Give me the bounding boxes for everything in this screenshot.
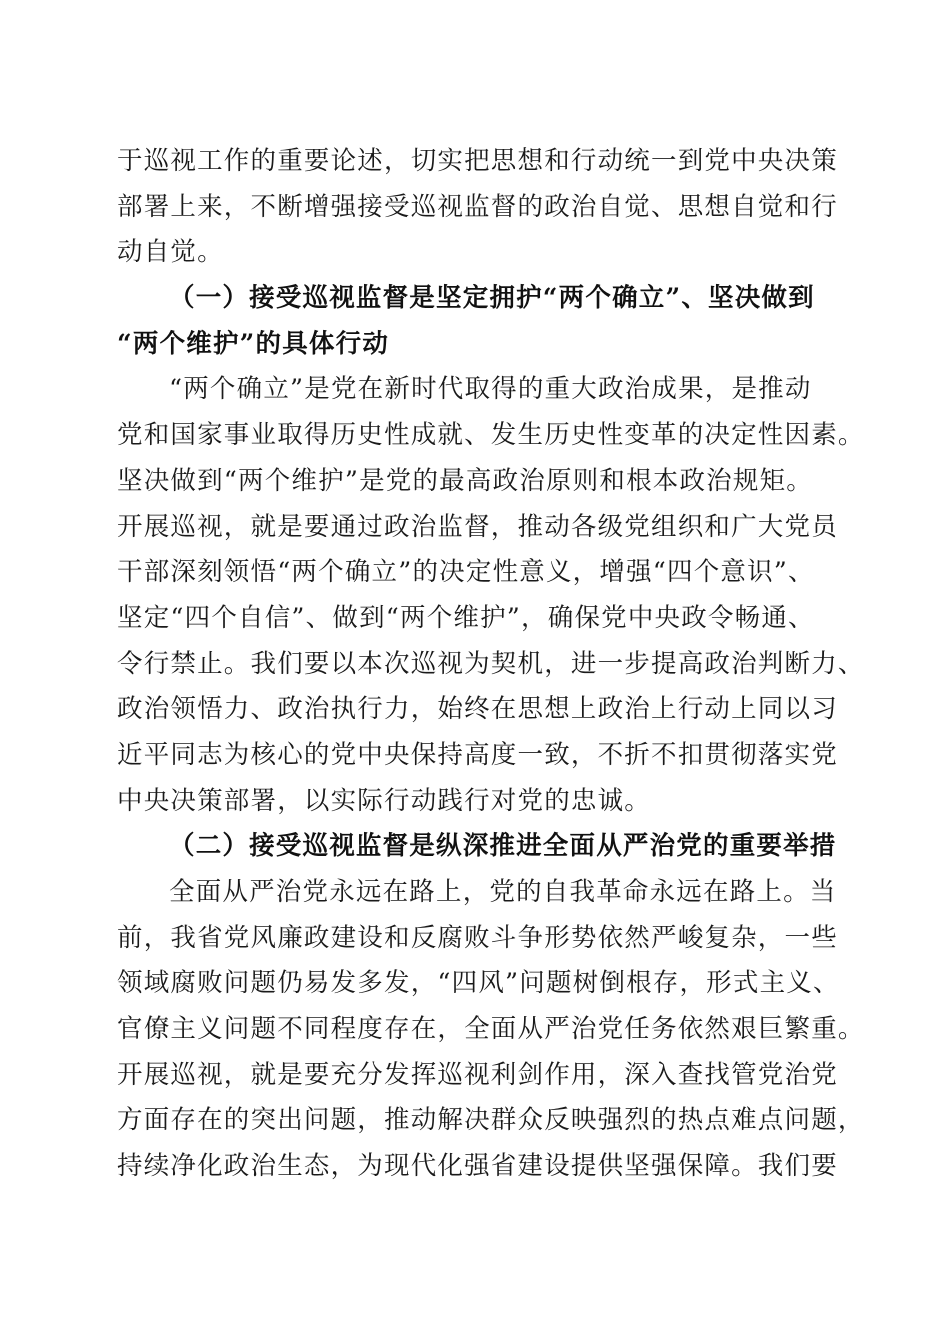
paragraph-line: 方面存在的突出问题，推动解决群众反映强烈的热点难点问题，	[117, 1105, 865, 1136]
paragraph-line: 开展巡视，就是要通过政治监督，推动各级党组织和广大党员	[117, 511, 838, 542]
paragraph-line: 于巡视工作的重要论述，切实把思想和行动统一到党中央决策	[117, 146, 838, 176]
paragraph-line: 政治领悟力、政治执行力，始终在思想上政治上行动上同以习	[117, 694, 838, 725]
paragraph-line: 持续净化政治生态，为现代化强省建设提供坚强保障。我们要	[117, 1151, 838, 1182]
paragraph-line: 部署上来，不断增强接受巡视监督的政治自觉、思想自觉和行	[117, 191, 838, 222]
section-heading-2: （二）接受巡视监督是纵深推进全面从严治党的重要举措	[169, 831, 837, 862]
paragraph-line: 领域腐败问题仍易发多发，“四风”问题树倒根存，形式主义、	[117, 968, 840, 999]
paragraph-line: 令行禁止。我们要以本次巡视为契机，进一步提高政治判断力、	[117, 648, 865, 679]
paragraph-line: 坚定“四个自信”、做到“两个维护”，确保党中央政令畅通、	[117, 602, 815, 633]
section-heading-1: （一）接受巡视监督是坚定拥护“两个确立”、坚决做到	[169, 283, 815, 314]
section-heading-1-cont: “两个维护”的具体行动	[117, 328, 390, 359]
paragraph-line: 党和国家事业取得历史性成就、发生历史性变革的决定性因素。	[117, 420, 865, 451]
paragraph-line: 中央决策部署，以实际行动践行对党的忠诚。	[117, 785, 652, 816]
paragraph-line: 官僚主义问题不同程度存在，全面从严治党任务依然艰巨繁重。	[117, 1014, 865, 1045]
paragraph-line: “两个确立”是党在新时代取得的重大政治成果，是推动	[169, 374, 812, 405]
paragraph-line: 开展巡视，就是要充分发挥巡视利剑作用，深入查找管党治党	[117, 1059, 838, 1090]
paragraph-line: 干部深刻领悟“两个确立”的决定性意义，增强“四个意识”、	[117, 557, 815, 588]
paragraph-line: 动自觉。	[117, 237, 224, 268]
paragraph-line: 近平同志为核心的党中央保持高度一致，不折不扣贯彻落实党	[117, 739, 838, 770]
paragraph-line: 前，我省党风廉政建设和反腐败斗争形势依然严峻复杂，一些	[117, 922, 838, 953]
paragraph-line: 全面从严治党永远在路上，党的自我革命永远在路上。当	[169, 877, 837, 907]
document-body	[117, 139, 865, 1190]
paragraph-line: 坚决做到“两个维护”是党的最高政治原则和根本政治规矩。	[117, 465, 813, 496]
